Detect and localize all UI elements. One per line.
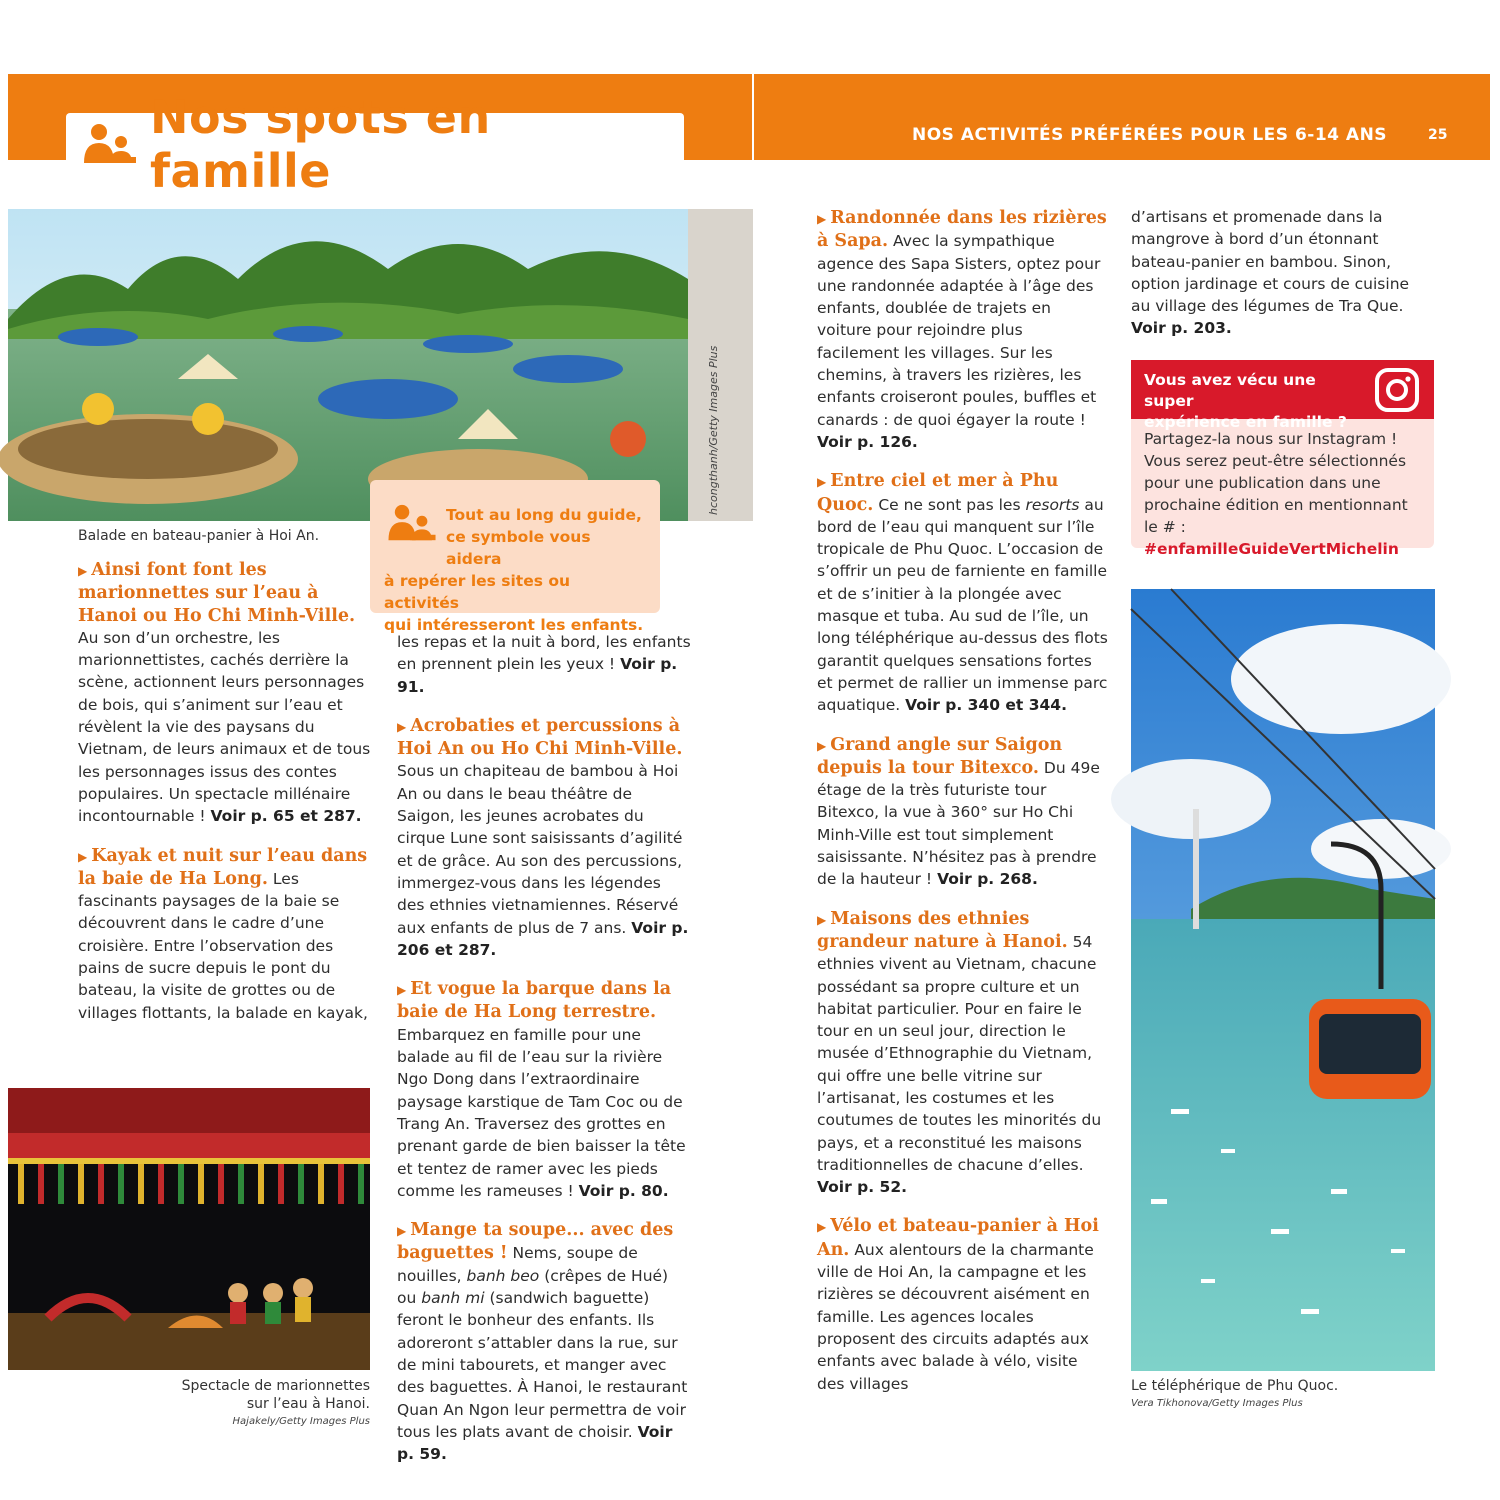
article-text: Aux alentours de la charmante ville de Hoi An, la campagne et les rizières se découvrent aisément en famille. Les agences locales proposent des circuits adaptés aux enfants avec balade à vélo, visite des villages [817,1240,1094,1393]
column-2 [397,631,692,1482]
puppets-caption [150,1377,370,1431]
callout-line: qui intéresseront les enfants. [384,616,644,634]
instagram-box-header [1131,360,1434,431]
article-ethnies [817,908,1109,1199]
callout-line: à repérer les sites ou activités [384,572,571,612]
cable-car-photo [1131,589,1435,1371]
article-heading: ▶ Et vogue la barque dans la baie de Ha Long terrestre. [397,979,672,1023]
article-text: Au son d’un orchestre, les marionnettistes, cachés derrière la scène, actionnent leurs personnages de bois, qui s’animent sur l’eau et révèlent la vie des paysans du Vietnam, de leurs animaux et de tous les personnages issus des contes populaires. Un spectacle millénaire incontournable ! [78,628,371,826]
instagram-text: Partagez-la nous sur Instagram ! Vous serez peut-être sélectionnés pour une publication dans une prochaine édition en mentionnant le # : [1144,430,1408,536]
page-reference: Voir p. 80. [578,1181,669,1200]
article-velo [817,1215,1109,1394]
header-banner-right [754,74,1490,160]
article-text-italic: banh mi [421,1289,485,1308]
water-puppets-photo [8,1088,370,1370]
callout-line: ce symbole vous aidera [446,528,591,568]
family-icon [84,123,136,165]
page-reference: Voir p. 340 et 344. [905,696,1067,715]
page-reference: Voir p. 268. [937,870,1038,889]
heading-text: Kayak et nuit sur l’eau dans la baie de Ha Long. [78,845,368,889]
article-heading: ▶ Kayak et nuit sur l’eau dans la baie de Ha Long. [78,845,368,889]
puppets-credit: Hajakely/Getty Images Plus [232,1416,370,1427]
article-text: Embarquez en famille pour une balade au fil de l’eau sur la rivière Ngo Dong dans l’extraordinaire paysage karstique de Tam Coc ou de Trang An. Traversez des grottes en prenant garde de bien baisser la tête et tentez de ramer avec les pieds comme les rameuses ! [397,1025,686,1200]
article-text: Nems, soupe de nouilles, [397,1244,638,1285]
article-continued [1131,206,1426,340]
caption-line: Le téléphérique de Phu Quoc. [1131,1378,1339,1394]
instagram-body [1131,419,1434,569]
instagram-box [1131,360,1434,558]
page-reference: Voir p. 52. [817,1178,907,1197]
instagram-question [1144,370,1364,433]
article-text: Sous un chapiteau de bambou à Hoi An ou dans le beau théâtre de Saigon, les jeunes acrobates du cirque Lune sont saisissants d’agilité et de grâce. Au son des percussions, immergez-vous dans les légendes des ethnies vietnamiennes. Réservé aux enfants de plus de 7 ans. [397,762,683,937]
article-heading: ▶ Ainsi font font les marionnettes sur l’eau à Hanoi ou Ho Chi Minh-Ville. [78,560,356,626]
page-reference: Voir p. 126. [817,432,918,451]
article-continued [397,631,692,698]
article-heading: ▶ Acrobaties et percussions à Hoi An ou Ho Chi Minh-Ville. [397,715,683,760]
column-1 [78,559,373,1041]
article-text-italic: resorts [1025,495,1080,514]
article-heading: ▶ Randonnée dans les rizières à Sapa. [817,208,1107,252]
article-heading: ▶ Vélo et bateau-panier à Hoi An. [817,1216,1099,1260]
column-4 [1131,206,1426,357]
cable-car-caption [1131,1377,1338,1413]
question-line: expérience en famille ? [1144,413,1347,431]
symbol-callout [370,480,660,634]
page-reference: Voir p. 65 et 287. [210,807,362,826]
article-heading: ▶ Mange ta soupe... avec des baguettes ! [397,1220,674,1264]
article-barque [397,978,692,1202]
main-photo-caption: Balade en bateau-panier à Hoi An. [78,528,320,544]
page-reference: Voir p. 206 et 287. [397,918,689,959]
heading-text: Randonnée dans les rizières à Sapa. [817,208,1107,252]
article-text: Ce ne sont pas les [873,495,1026,514]
page-title: Nos spots en famille [150,90,491,198]
instagram-hashtag[interactable]: #enfamilleGuideVertMichelin [1144,540,1399,558]
main-photo-credit: hcongthanh/Getty Images Plus [707,345,720,515]
callout-line: Tout au long du guide, [446,506,642,524]
article-text: Du 49e étage de la très futuriste tour Bitexco, la vue à 360° sur Ho Chi Minh-Ville est tout simplement saisissante. N’hésitez pas à prendre de la hauteur ! [817,758,1100,889]
article-text: au bord de l’eau qui manquent sur l’île tropicale de Phu Quoc. L’occasion de s’offrir un peu de farniente en famille et de s’initier à la plongée avec masque et tuba. Au sud de l’île, un long téléphérique au-dessus des flots garantit quelques sensations fortes et permet de rallier un immense parc aquatique. [817,495,1108,715]
instagram-icon [1374,367,1420,413]
article-sapa [817,207,1109,453]
article-bitexco [817,734,1109,891]
page-number: 25 [1428,127,1448,143]
article-text: (sandwich baguette) feront le bonheur des enfants. Ils adoreront s’attabler dans la rue, sur de mini tabourets, et manger avec des baguettes. À Hanoi, le restaurant Quan An Ngon leur permettra de voir tous les plats avant de choisir. [397,1289,688,1441]
article-phu-quoc [817,470,1109,716]
article-heading: ▶ Entre ciel et mer à Phu Quoc. [817,471,1059,515]
article-text: d’artisans et promenade dans la mangrove à bord d’un étonnant bateau-panier en bambou. Sinon, option jardinage et cours de cuisine au village des légumes de Tra Que. [1131,208,1410,316]
article-kayak [78,845,373,1024]
article-acrobaties [397,715,692,961]
cable-car-credit: Vera Tikhonova/Getty Images Plus [1131,1398,1303,1409]
callout-text [384,504,650,636]
article-text: (crêpes de Hué) ou [397,1266,669,1308]
heading-text: Grand angle sur Saigon depuis la tour Bitexco. [817,734,1063,778]
heading-text: Mange ta soupe... avec des baguettes ! [397,1220,674,1264]
article-text: Avec la sympathique agence des Sapa Sisters, optez pour une randonnée adaptée à l’âge des enfants, doublée de trajets en voiture pour rejoindre plus facilement les villages. Sur les chemins, à travers les rizières, les enfants croiseront poules, buffles et canards : de quoi égayer la route ! [817,232,1101,429]
heading-text: Entre ciel et mer à Phu Quoc. [817,471,1059,515]
heading-text: Et vogue la barque dans la baie de Ha Long terrestre. [397,979,672,1023]
title-tab [66,90,684,198]
article-text: Les fascinants paysages de la baie se découvrent dans le cadre d’une croisière. Entre l’observation des pains de sucre depuis le pont du bateau, la visite de grottes ou de villages flottants, la balade en kayak, [78,869,368,1022]
article-soupe [397,1219,692,1465]
caption-line: sur l’eau à Hanoi. [246,1396,370,1412]
page-reference: Voir p. 203. [1131,319,1232,338]
article-text: 54 ethnies vivent au Vietnam, chacune possédant sa propre culture et un habitat particulier. Pour en faire le tour en un seul jour, direction le musée d’Ethnographie du Vietnam, qui offre une belle vitrine sur l’artisanat, les costumes et les coutumes de toutes les minorités du pays, et a reconstitué les maisons traditionnelles de chacune d’elles. [817,932,1102,1174]
caption-line: Spectacle de marionnettes [181,1378,370,1394]
basket-boats-photo [8,209,753,521]
article-text-italic: banh beo [466,1266,540,1285]
article-heading: ▶ Maisons des ethnies grandeur nature à Hanoi. [817,908,1068,952]
heading-text: Ainsi font font les marionnettes sur l’eau à Hanoi ou Ho Chi Minh-Ville. [78,560,356,626]
heading-text: Maisons des ethnies grandeur nature à Hanoi. [817,908,1068,952]
column-3 [817,207,1109,1412]
article-heading: ▶ Grand angle sur Saigon depuis la tour Bitexco. [817,734,1063,778]
page-reference: Voir p. 59. [397,1422,673,1464]
page-reference: Voir p. 91. [397,655,678,696]
heading-text: Vélo et bateau-panier à Hoi An. [817,1216,1099,1260]
question-line: Vous avez vécu une super [1144,371,1316,410]
article-marionnettes [78,559,373,828]
heading-text: Acrobaties et percussions à Hoi An ou Ho Chi Minh-Ville. [397,715,683,760]
section-title: NOS ACTIVITÉS PRÉFÉRÉES POUR LES 6-14 ANS [912,125,1388,145]
article-text: les repas et la nuit à bord, les enfants en prennent plein les yeux ! [397,633,691,674]
